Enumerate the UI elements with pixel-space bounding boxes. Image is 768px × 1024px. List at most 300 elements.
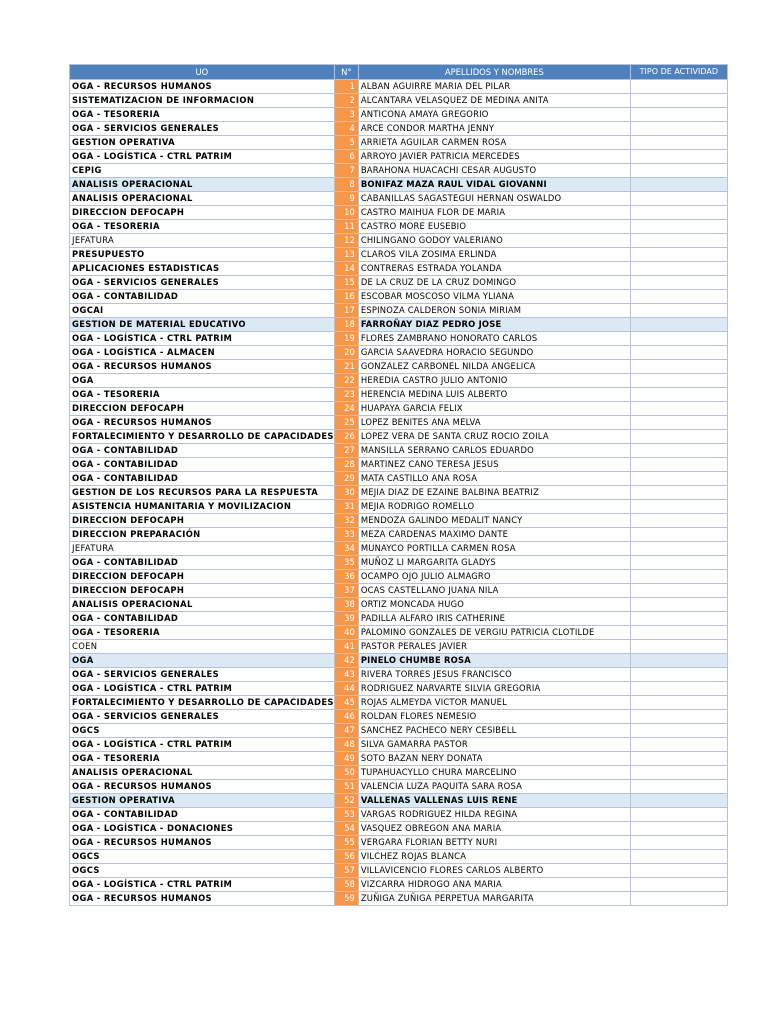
- cell-activity-type[interactable]: [630, 696, 727, 710]
- table-row: [70, 724, 728, 738]
- cell-activity-type[interactable]: [630, 416, 727, 430]
- cell-activity-type[interactable]: [630, 822, 727, 836]
- cell-number[interactable]: 50: [334, 766, 358, 780]
- table-row: [70, 850, 728, 864]
- cell-name[interactable]: PALOMINO GONZALES DE VERGIU PATRICIA CLOTILDE: [358, 626, 630, 640]
- cell-uo[interactable]: OGA - LOGÍSTICA - ALMACEN: [70, 346, 335, 360]
- cell-activity-type[interactable]: [630, 766, 727, 780]
- table-row: [70, 822, 728, 836]
- cell-activity-type[interactable]: [630, 570, 727, 584]
- cell-name[interactable]: LOPEZ BENITES ANA MELVA: [358, 416, 630, 430]
- cell-number[interactable]: 59: [334, 892, 358, 906]
- cell-uo[interactable]: COEN: [70, 640, 335, 654]
- cell-name[interactable]: ESCOBAR MOSCOSO VILMA YLIANA: [358, 290, 630, 304]
- cell-name[interactable]: ALCANTARA VELASQUEZ DE MEDINA ANITA: [358, 94, 630, 108]
- cell-number[interactable]: 6: [334, 150, 358, 164]
- cell-name[interactable]: MANSILLA SERRANO CARLOS EDUARDO: [358, 444, 630, 458]
- cell-name[interactable]: DE LA CRUZ DE LA CRUZ DOMINGO: [358, 276, 630, 290]
- cell-number[interactable]: 24: [334, 402, 358, 416]
- cell-number[interactable]: 32: [334, 514, 358, 528]
- table-row: [70, 122, 728, 136]
- cell-uo[interactable]: OGA - CONTABILIDAD: [70, 472, 335, 486]
- cell-name[interactable]: FARROÑAY DIAZ PEDRO JOSE: [358, 318, 630, 332]
- cell-uo[interactable]: OGA - CONTABILIDAD: [70, 290, 335, 304]
- cell-name[interactable]: OCAMPO OJO JULIO ALMAGRO: [358, 570, 630, 584]
- cell-name[interactable]: MARTINEZ CANO TERESA JESUS: [358, 458, 630, 472]
- table-row: [70, 416, 728, 430]
- cell-uo[interactable]: ANALISIS OPERACIONAL: [70, 192, 335, 206]
- cell-name[interactable]: CASTRO MORE EUSEBIO: [358, 220, 630, 234]
- cell-number[interactable]: 51: [334, 780, 358, 794]
- cell-name[interactable]: ROJAS ALMEYDA VICTOR MANUEL: [358, 696, 630, 710]
- table-row: [70, 346, 728, 360]
- cell-activity-type[interactable]: [630, 304, 727, 318]
- cell-name[interactable]: ROLDAN FLORES NEMESIO: [358, 710, 630, 724]
- table-row: [70, 598, 728, 612]
- cell-number[interactable]: 8: [334, 178, 358, 192]
- table-row: [70, 318, 728, 332]
- cell-name[interactable]: HUAPAYA GARCIA FELIX: [358, 402, 630, 416]
- cell-uo[interactable]: OGA - RECURSOS HUMANOS: [70, 836, 335, 850]
- cell-activity-type[interactable]: [630, 150, 727, 164]
- cell-name[interactable]: VARGAS RODRIGUEZ HILDA REGINA: [358, 808, 630, 822]
- cell-activity-type[interactable]: [630, 234, 727, 248]
- table-row: [70, 388, 728, 402]
- table-row: [70, 500, 728, 514]
- table-row: [70, 374, 728, 388]
- cell-uo[interactable]: OGA - LOGÍSTICA - CTRL PATRIM: [70, 738, 335, 752]
- cell-uo[interactable]: OGA - TESORERIA: [70, 626, 335, 640]
- cell-uo[interactable]: PRESUPUESTO: [70, 248, 335, 262]
- cell-uo[interactable]: DIRECCION DEFOCAPH: [70, 514, 335, 528]
- cell-activity-type[interactable]: [630, 80, 727, 94]
- cell-number[interactable]: 12: [334, 234, 358, 248]
- cell-activity-type[interactable]: [630, 878, 727, 892]
- cell-activity-type[interactable]: [630, 458, 727, 472]
- cell-activity-type[interactable]: [630, 430, 727, 444]
- cell-number[interactable]: 2: [334, 94, 358, 108]
- cell-activity-type[interactable]: [630, 136, 727, 150]
- cell-name[interactable]: CLAROS VILA ZOSIMA ERLINDA: [358, 248, 630, 262]
- cell-uo[interactable]: OGA - SERVICIOS GENERALES: [70, 122, 335, 136]
- cell-name[interactable]: BONIFAZ MAZA RAUL VIDAL GIOVANNI: [358, 178, 630, 192]
- cell-uo[interactable]: OGA - RECURSOS HUMANOS: [70, 892, 335, 906]
- cell-activity-type[interactable]: [630, 808, 727, 822]
- cell-name[interactable]: ARRIETA AGUILAR CARMEN ROSA: [358, 136, 630, 150]
- cell-number[interactable]: 19: [334, 332, 358, 346]
- cell-number[interactable]: 27: [334, 444, 358, 458]
- table-row: [70, 738, 728, 752]
- cell-activity-type[interactable]: [630, 122, 727, 136]
- cell-uo[interactable]: OGA - RECURSOS HUMANOS: [70, 360, 335, 374]
- cell-activity-type[interactable]: [630, 892, 727, 906]
- table-row: [70, 766, 728, 780]
- cell-activity-type[interactable]: [630, 262, 727, 276]
- cell-uo[interactable]: OGA - TESORERIA: [70, 752, 335, 766]
- cell-uo[interactable]: OGA - RECURSOS HUMANOS: [70, 416, 335, 430]
- cell-uo[interactable]: OGA: [70, 374, 335, 388]
- cell-activity-type[interactable]: [630, 710, 727, 724]
- cell-name[interactable]: MENDOZA GALINDO MEDALIT NANCY: [358, 514, 630, 528]
- cell-number[interactable]: 44: [334, 682, 358, 696]
- table-row: [70, 192, 728, 206]
- cell-name[interactable]: VILCHEZ ROJAS BLANCA: [358, 850, 630, 864]
- cell-activity-type[interactable]: [630, 332, 727, 346]
- cell-number[interactable]: 31: [334, 500, 358, 514]
- cell-number[interactable]: 42: [334, 654, 358, 668]
- cell-activity-type[interactable]: [630, 626, 727, 640]
- cell-activity-type[interactable]: [630, 836, 727, 850]
- cell-activity-type[interactable]: [630, 682, 727, 696]
- cell-activity-type[interactable]: [630, 164, 727, 178]
- cell-number[interactable]: 35: [334, 556, 358, 570]
- cell-number[interactable]: 54: [334, 822, 358, 836]
- cell-uo[interactable]: OGCS: [70, 850, 335, 864]
- cell-number[interactable]: 26: [334, 430, 358, 444]
- cell-number[interactable]: 58: [334, 878, 358, 892]
- cell-activity-type[interactable]: [630, 752, 727, 766]
- cell-activity-type[interactable]: [630, 374, 727, 388]
- cell-uo[interactable]: ANALISIS OPERACIONAL: [70, 178, 335, 192]
- table-row: [70, 80, 728, 94]
- cell-uo[interactable]: OGA - CONTABILIDAD: [70, 808, 335, 822]
- table-row: [70, 206, 728, 220]
- cell-number[interactable]: 21: [334, 360, 358, 374]
- cell-activity-type[interactable]: [630, 780, 727, 794]
- cell-number[interactable]: 37: [334, 584, 358, 598]
- cell-activity-type[interactable]: [630, 290, 727, 304]
- cell-number[interactable]: 3: [334, 108, 358, 122]
- cell-activity-type[interactable]: [630, 388, 727, 402]
- cell-activity-type[interactable]: [630, 864, 727, 878]
- cell-uo[interactable]: APLICACIONES ESTADISTICAS: [70, 262, 335, 276]
- cell-activity-type[interactable]: [630, 346, 727, 360]
- cell-name[interactable]: CONTRERAS ESTRADA YOLANDA: [358, 262, 630, 276]
- table-row: [70, 150, 728, 164]
- cell-number[interactable]: 53: [334, 808, 358, 822]
- cell-number[interactable]: 25: [334, 416, 358, 430]
- cell-activity-type[interactable]: [630, 248, 727, 262]
- table-row: [70, 654, 728, 668]
- table-row: [70, 794, 728, 808]
- cell-name[interactable]: OCAS CASTELLANO JUANA NILA: [358, 584, 630, 598]
- cell-activity-type[interactable]: [630, 220, 727, 234]
- table-row: [70, 612, 728, 626]
- cell-uo[interactable]: OGA - CONTABILIDAD: [70, 556, 335, 570]
- cell-name[interactable]: ARCE CONDOR MARTHA JENNY: [358, 122, 630, 136]
- cell-uo[interactable]: OGA - TESORERIA: [70, 220, 335, 234]
- cell-uo[interactable]: OGA - LOGÍSTICA - CTRL PATRIM: [70, 682, 335, 696]
- cell-uo[interactable]: DIRECCION DEFOCAPH: [70, 584, 335, 598]
- cell-number[interactable]: 23: [334, 388, 358, 402]
- cell-uo[interactable]: OGA - LOGÍSTICA - CTRL PATRIM: [70, 150, 335, 164]
- table-row: [70, 164, 728, 178]
- cell-activity-type[interactable]: [630, 500, 727, 514]
- cell-uo[interactable]: GESTION OPERATIVA: [70, 136, 335, 150]
- table-row: [70, 234, 728, 248]
- cell-number[interactable]: 30: [334, 486, 358, 500]
- header-row: [70, 65, 728, 80]
- cell-name[interactable]: CASTRO MAIHUA FLOR DE MARIA: [358, 206, 630, 220]
- cell-name[interactable]: VALLENAS VALLENAS LUIS RENE: [358, 794, 630, 808]
- cell-name[interactable]: MUÑOZ LI MARGARITA GLADYS: [358, 556, 630, 570]
- cell-number[interactable]: 13: [334, 248, 358, 262]
- table-row: [70, 304, 728, 318]
- cell-number[interactable]: 33: [334, 528, 358, 542]
- cell-name[interactable]: MUNAYCO PORTILLA CARMEN ROSA: [358, 542, 630, 556]
- cell-number[interactable]: 52: [334, 794, 358, 808]
- cell-activity-type[interactable]: [630, 598, 727, 612]
- cell-name[interactable]: PADILLA ALFARO IRIS CATHERINE: [358, 612, 630, 626]
- cell-name[interactable]: SOTO BAZAN NERY DONATA: [358, 752, 630, 766]
- cell-uo[interactable]: ASISTENCIA HUMANITARIA Y MOVILIZACION: [70, 500, 335, 514]
- cell-number[interactable]: 41: [334, 640, 358, 654]
- table-row: [70, 556, 728, 570]
- table-row: [70, 682, 728, 696]
- table-row: [70, 94, 728, 108]
- cell-number[interactable]: 16: [334, 290, 358, 304]
- cell-name[interactable]: CABANILLAS SAGASTEGUI HERNAN OSWALDO: [358, 192, 630, 206]
- cell-name[interactable]: RODRIGUEZ NARVARTE SILVIA GREGORIA: [358, 682, 630, 696]
- table-row: [70, 836, 728, 850]
- cell-uo[interactable]: FORTALECIMIENTO Y DESARROLLO DE CAPACIDADES: [70, 430, 335, 444]
- cell-number[interactable]: 4: [334, 122, 358, 136]
- cell-number[interactable]: 18: [334, 318, 358, 332]
- cell-activity-type[interactable]: [630, 612, 727, 626]
- cell-name[interactable]: SANCHEZ PACHECO NERY CESIBELL: [358, 724, 630, 738]
- table-row: [70, 444, 728, 458]
- cell-uo[interactable]: JEFATURA: [70, 234, 335, 248]
- table-row: [70, 290, 728, 304]
- cell-activity-type[interactable]: [630, 486, 727, 500]
- cell-activity-type[interactable]: [630, 444, 727, 458]
- cell-number[interactable]: 28: [334, 458, 358, 472]
- cell-activity-type[interactable]: [630, 794, 727, 808]
- table-row: [70, 626, 728, 640]
- table-row: [70, 878, 728, 892]
- cell-name[interactable]: HEREDIA CASTRO JULIO ANTONIO: [358, 374, 630, 388]
- cell-activity-type[interactable]: [630, 738, 727, 752]
- table-row: [70, 220, 728, 234]
- cell-uo[interactable]: OGA - CONTABILIDAD: [70, 612, 335, 626]
- cell-uo[interactable]: JEFATURA: [70, 542, 335, 556]
- cell-activity-type[interactable]: [630, 108, 727, 122]
- cell-uo[interactable]: DIRECCION DEFOCAPH: [70, 402, 335, 416]
- cell-uo[interactable]: OGA - SERVICIOS GENERALES: [70, 276, 335, 290]
- table-row: [70, 458, 728, 472]
- cell-uo[interactable]: DIRECCION PREPARACIÓN: [70, 528, 335, 542]
- cell-uo[interactable]: FORTALECIMIENTO Y DESARROLLO DE CAPACIDADES: [70, 696, 335, 710]
- cell-number[interactable]: 45: [334, 696, 358, 710]
- cell-uo[interactable]: OGA - SERVICIOS GENERALES: [70, 710, 335, 724]
- table-row: [70, 178, 728, 192]
- cell-number[interactable]: 43: [334, 668, 358, 682]
- cell-name[interactable]: BARAHONA HUACACHI CESAR AUGUSTO: [358, 164, 630, 178]
- cell-name[interactable]: MEJIA RODRIGO ROMELLO: [358, 500, 630, 514]
- cell-name[interactable]: VERGARA FLORIAN BETTY NURI: [358, 836, 630, 850]
- cell-name[interactable]: VASQUEZ OBREGON ANA MARIA: [358, 822, 630, 836]
- cell-uo[interactable]: GESTION OPERATIVA: [70, 794, 335, 808]
- cell-number[interactable]: 17: [334, 304, 358, 318]
- cell-name[interactable]: HERENCIA MEDINA LUIS ALBERTO: [358, 388, 630, 402]
- cell-name[interactable]: RIVERA TORRES JESUS FRANCISCO: [358, 668, 630, 682]
- cell-number[interactable]: 49: [334, 752, 358, 766]
- table-row: [70, 360, 728, 374]
- cell-name[interactable]: FLORES ZAMBRANO HONORATO CARLOS: [358, 332, 630, 346]
- cell-name[interactable]: MEJIA DIAZ DE EZAINE BALBINA BEATRIZ: [358, 486, 630, 500]
- cell-name[interactable]: MATA CASTILLO ANA ROSA: [358, 472, 630, 486]
- cell-number[interactable]: 47: [334, 724, 358, 738]
- table-row: [70, 248, 728, 262]
- cell-activity-type[interactable]: [630, 528, 727, 542]
- table-row: [70, 514, 728, 528]
- cell-number[interactable]: 1: [334, 80, 358, 94]
- cell-number[interactable]: 15: [334, 276, 358, 290]
- cell-number[interactable]: 38: [334, 598, 358, 612]
- cell-name[interactable]: TUPAHUACYLLO CHURA MARCELINO: [358, 766, 630, 780]
- cell-number[interactable]: 22: [334, 374, 358, 388]
- cell-uo[interactable]: GESTION DE MATERIAL EDUCATIVO: [70, 318, 335, 332]
- cell-number[interactable]: 48: [334, 738, 358, 752]
- cell-activity-type[interactable]: [630, 724, 727, 738]
- cell-uo[interactable]: DIRECCION DEFOCAPH: [70, 570, 335, 584]
- cell-number[interactable]: 9: [334, 192, 358, 206]
- table-body: [70, 80, 728, 906]
- cell-activity-type[interactable]: [630, 542, 727, 556]
- cell-name[interactable]: VALENCIA LUZA PAQUITA SARA ROSA: [358, 780, 630, 794]
- cell-uo[interactable]: OGCAI: [70, 304, 335, 318]
- cell-name[interactable]: ESPINOZA CALDERON SONIA MIRIAM: [358, 304, 630, 318]
- table-row: [70, 780, 728, 794]
- cell-uo[interactable]: ANALISIS OPERACIONAL: [70, 598, 335, 612]
- cell-number[interactable]: 39: [334, 612, 358, 626]
- cell-number[interactable]: 56: [334, 850, 358, 864]
- cell-activity-type[interactable]: [630, 178, 727, 192]
- cell-uo[interactable]: OGA - LOGÍSTICA - CTRL PATRIM: [70, 878, 335, 892]
- cell-activity-type[interactable]: [630, 94, 727, 108]
- header-uo[interactable]: UO: [70, 65, 335, 80]
- cell-activity-type[interactable]: [630, 360, 727, 374]
- cell-number[interactable]: 5: [334, 136, 358, 150]
- cell-name[interactable]: GONZALEZ CARBONEL NILDA ANGELICA: [358, 360, 630, 374]
- cell-name[interactable]: ORTIZ MONCADA HUGO: [358, 598, 630, 612]
- header-name[interactable]: APELLIDOS Y NOMBRES: [358, 65, 630, 80]
- header-activity-type[interactable]: TIPO DE ACTIVIDAD: [630, 65, 727, 80]
- cell-name[interactable]: PINELO CHUMBE ROSA: [358, 654, 630, 668]
- cell-activity-type[interactable]: [630, 668, 727, 682]
- cell-uo[interactable]: CEPIG: [70, 164, 335, 178]
- cell-name[interactable]: CHILINGANO GODOY VALERIANO: [358, 234, 630, 248]
- cell-activity-type[interactable]: [630, 192, 727, 206]
- cell-number[interactable]: 40: [334, 626, 358, 640]
- table-row: [70, 402, 728, 416]
- cell-number[interactable]: 20: [334, 346, 358, 360]
- cell-number[interactable]: 11: [334, 220, 358, 234]
- cell-number[interactable]: 46: [334, 710, 358, 724]
- cell-uo[interactable]: OGA - TESORERIA: [70, 108, 335, 122]
- cell-number[interactable]: 34: [334, 542, 358, 556]
- cell-activity-type[interactable]: [630, 318, 727, 332]
- cell-name[interactable]: SILVA GAMARRA PASTOR: [358, 738, 630, 752]
- cell-uo[interactable]: OGA - SERVICIOS GENERALES: [70, 668, 335, 682]
- staff-table: [69, 64, 728, 906]
- cell-uo[interactable]: OGA - RECURSOS HUMANOS: [70, 780, 335, 794]
- cell-name[interactable]: ANTICONA AMAYA GREGORIO: [358, 108, 630, 122]
- cell-uo[interactable]: OGA - CONTABILIDAD: [70, 444, 335, 458]
- cell-activity-type[interactable]: [630, 584, 727, 598]
- cell-name[interactable]: MEZA CARDENAS MAXIMO DANTE: [358, 528, 630, 542]
- cell-number[interactable]: 36: [334, 570, 358, 584]
- cell-name[interactable]: PASTOR PERALES JAVIER: [358, 640, 630, 654]
- cell-activity-type[interactable]: [630, 514, 727, 528]
- table-row: [70, 584, 728, 598]
- cell-number[interactable]: 55: [334, 836, 358, 850]
- table-row: [70, 262, 728, 276]
- cell-activity-type[interactable]: [630, 654, 727, 668]
- table-row: [70, 542, 728, 556]
- cell-name[interactable]: LOPEZ VERA DE SANTA CRUZ ROCIO ZOILA: [358, 430, 630, 444]
- cell-name[interactable]: GARCIA SAAVEDRA HORACIO SEGUNDO: [358, 346, 630, 360]
- cell-uo[interactable]: OGA - RECURSOS HUMANOS: [70, 80, 335, 94]
- table-row: [70, 528, 728, 542]
- cell-uo[interactable]: OGA: [70, 654, 335, 668]
- cell-uo[interactable]: OGCS: [70, 724, 335, 738]
- cell-number[interactable]: 7: [334, 164, 358, 178]
- cell-number[interactable]: 57: [334, 864, 358, 878]
- table-row: [70, 136, 728, 150]
- cell-uo[interactable]: OGA - LOGÍSTICA - CTRL PATRIM: [70, 332, 335, 346]
- cell-activity-type[interactable]: [630, 402, 727, 416]
- cell-number[interactable]: 14: [334, 262, 358, 276]
- cell-activity-type[interactable]: [630, 850, 727, 864]
- cell-name[interactable]: ALBAN AGUIRRE MARIA DEL PILAR: [358, 80, 630, 94]
- cell-name[interactable]: ARROYO JAVIER PATRICIA MERCEDES: [358, 150, 630, 164]
- cell-uo[interactable]: DIRECCION DEFOCAPH: [70, 206, 335, 220]
- table-row: [70, 570, 728, 584]
- cell-uo[interactable]: OGA - CONTABILIDAD: [70, 458, 335, 472]
- table-row: [70, 108, 728, 122]
- table-row: [70, 668, 728, 682]
- cell-uo[interactable]: OGCS: [70, 864, 335, 878]
- table-row: [70, 430, 728, 444]
- cell-activity-type[interactable]: [630, 556, 727, 570]
- cell-activity-type[interactable]: [630, 472, 727, 486]
- table-row: [70, 640, 728, 654]
- cell-name[interactable]: VIZCARRA HIDROGO ANA MARIA: [358, 878, 630, 892]
- cell-uo[interactable]: OGA - LOGÍSTICA - DONACIONES: [70, 822, 335, 836]
- table-row: [70, 332, 728, 346]
- table-row: [70, 892, 728, 906]
- cell-uo[interactable]: OGA - TESORERIA: [70, 388, 335, 402]
- cell-number[interactable]: 29: [334, 472, 358, 486]
- cell-uo[interactable]: GESTION DE LOS RECURSOS PARA LA RESPUESTA: [70, 486, 335, 500]
- table-row: [70, 808, 728, 822]
- cell-name[interactable]: ZUÑIGA ZUÑIGA PERPETUA MARGARITA: [358, 892, 630, 906]
- cell-activity-type[interactable]: [630, 206, 727, 220]
- table-row: [70, 864, 728, 878]
- table-row: [70, 276, 728, 290]
- cell-activity-type[interactable]: [630, 276, 727, 290]
- cell-number[interactable]: 10: [334, 206, 358, 220]
- cell-name[interactable]: VILLAVICENCIO FLORES CARLOS ALBERTO: [358, 864, 630, 878]
- cell-activity-type[interactable]: [630, 640, 727, 654]
- table-row: [70, 486, 728, 500]
- table-row: [70, 696, 728, 710]
- cell-uo[interactable]: SISTEMATIZACION DE INFORMACION: [70, 94, 335, 108]
- table-row: [70, 472, 728, 486]
- header-number[interactable]: N°: [334, 65, 358, 80]
- cell-uo[interactable]: ANALISIS OPERACIONAL: [70, 766, 335, 780]
